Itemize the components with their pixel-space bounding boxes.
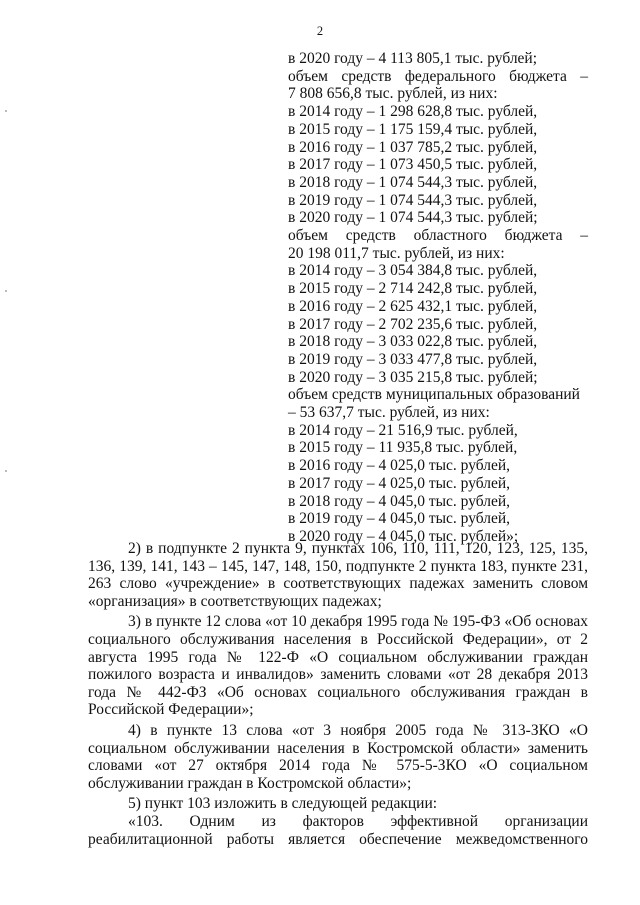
budget-line: в 2020 году – 4 045,0 тыс. рублей»;	[288, 527, 519, 545]
budget-line: объем средств федерального бюджета –	[288, 67, 588, 85]
budget-line: в 2014 году – 21 516,9 тыс. рублей,	[288, 421, 518, 439]
budget-line: в 2015 году – 2 714 242,8 тыс. рублей,	[288, 280, 538, 298]
margin-mark	[5, 470, 7, 472]
budget-line: в 2019 году – 3 033 477,8 тыс. рублей,	[288, 350, 538, 368]
budget-line: 7 808 656,8 тыс. рублей, из них:	[288, 85, 498, 103]
budget-line: в 2017 году – 2 702 235,6 тыс. рублей,	[288, 315, 538, 333]
budget-column	[288, 50, 588, 546]
budget-line: – 53 637,7 тыс. рублей, из них:	[288, 404, 490, 422]
budget-line: в 2019 году – 1 074 544,3 тыс. рублей,	[288, 191, 538, 209]
paragraph: «103. Одним из факторов эффективной организации реабилитационной работы является обеспечение межведомственного	[88, 812, 588, 848]
budget-line: в 2016 году – 1 037 785,2 тыс. рублей,	[288, 138, 538, 156]
budget-line: в 2020 году – 4 113 805,1 тыс. рублей;	[288, 50, 538, 67]
paragraph: 2) в подпункте 2 пункта 9, пунктах 106, 110, 111, 120, 123, 125, 135, 136, 139, 141, 143 – 145, 147, 148, 150, подпункте 2 пункта 183, пункте 231, 263 слово «учреждение» в соответствующих падежах заменить словом «организация» в соответствующих падежах;	[88, 540, 588, 610]
budget-line: в 2016 году – 4 025,0 тыс. рублей,	[288, 457, 511, 475]
budget-line: в 2018 году – 1 074 544,3 тыс. рублей,	[288, 173, 538, 191]
budget-line: в 2018 году – 3 033 022,8 тыс. рублей,	[288, 333, 538, 351]
budget-line: в 2019 году – 4 045,0 тыс. рублей,	[288, 510, 511, 528]
budget-line: объем средств областного бюджета –	[288, 227, 588, 245]
paragraph: 5) пункт 103 изложить в следующей редакции:	[128, 795, 438, 813]
page-number: 2	[316, 24, 324, 38]
budget-line: в 2015 году – 1 175 159,4 тыс. рублей,	[288, 120, 538, 138]
budget-line: в 2016 году – 2 625 432,1 тыс. рублей,	[288, 297, 538, 315]
paragraph: 3) в пункте 12 слова «от 10 декабря 1995 года № 195-ФЗ «Об основах социального обслуживания населения в Российской Федерации», от 2 августа 1995 года № 122-Ф «О социальном обслуживании граждан пожилого возраста и инвалидов» заменить словами «от 28 декабря 2013 года № 442-ФЗ «Об основах социального обслуживания граждан в Российской Федерации»;	[88, 613, 588, 719]
budget-line: в 2014 году – 1 298 628,8 тыс. рублей,	[288, 103, 538, 121]
budget-line: в 2020 году – 1 074 544,3 тыс. рублей;	[288, 209, 538, 227]
budget-line: в 2014 году – 3 054 384,8 тыс. рублей,	[288, 262, 538, 280]
budget-line: 20 198 011,7 тыс. рублей, из них:	[288, 244, 505, 262]
document-body	[88, 540, 588, 848]
budget-line: в 2017 году – 1 073 450,5 тыс. рублей,	[288, 156, 538, 174]
budget-line: объем средств муниципальных образований	[288, 386, 580, 404]
budget-line: в 2017 году – 4 025,0 тыс. рублей,	[288, 474, 511, 492]
budget-line: в 2015 году – 11 935,8 тыс. рублей,	[288, 439, 518, 457]
margin-mark	[5, 110, 7, 112]
budget-line: в 2020 году – 3 035 215,8 тыс. рублей;	[288, 368, 538, 386]
margin-mark	[5, 290, 7, 292]
paragraph: 4) в пункте 13 слова «от 3 ноября 2005 года № 313-ЗКО «О социальном обслуживании населения в Костромской области» заменить словами «от 27 октября 2014 года № 575-5-ЗКО «О социальном обслуживании граждан в Костромской области»;	[88, 721, 588, 792]
budget-line: в 2018 году – 4 045,0 тыс. рублей,	[288, 492, 511, 510]
